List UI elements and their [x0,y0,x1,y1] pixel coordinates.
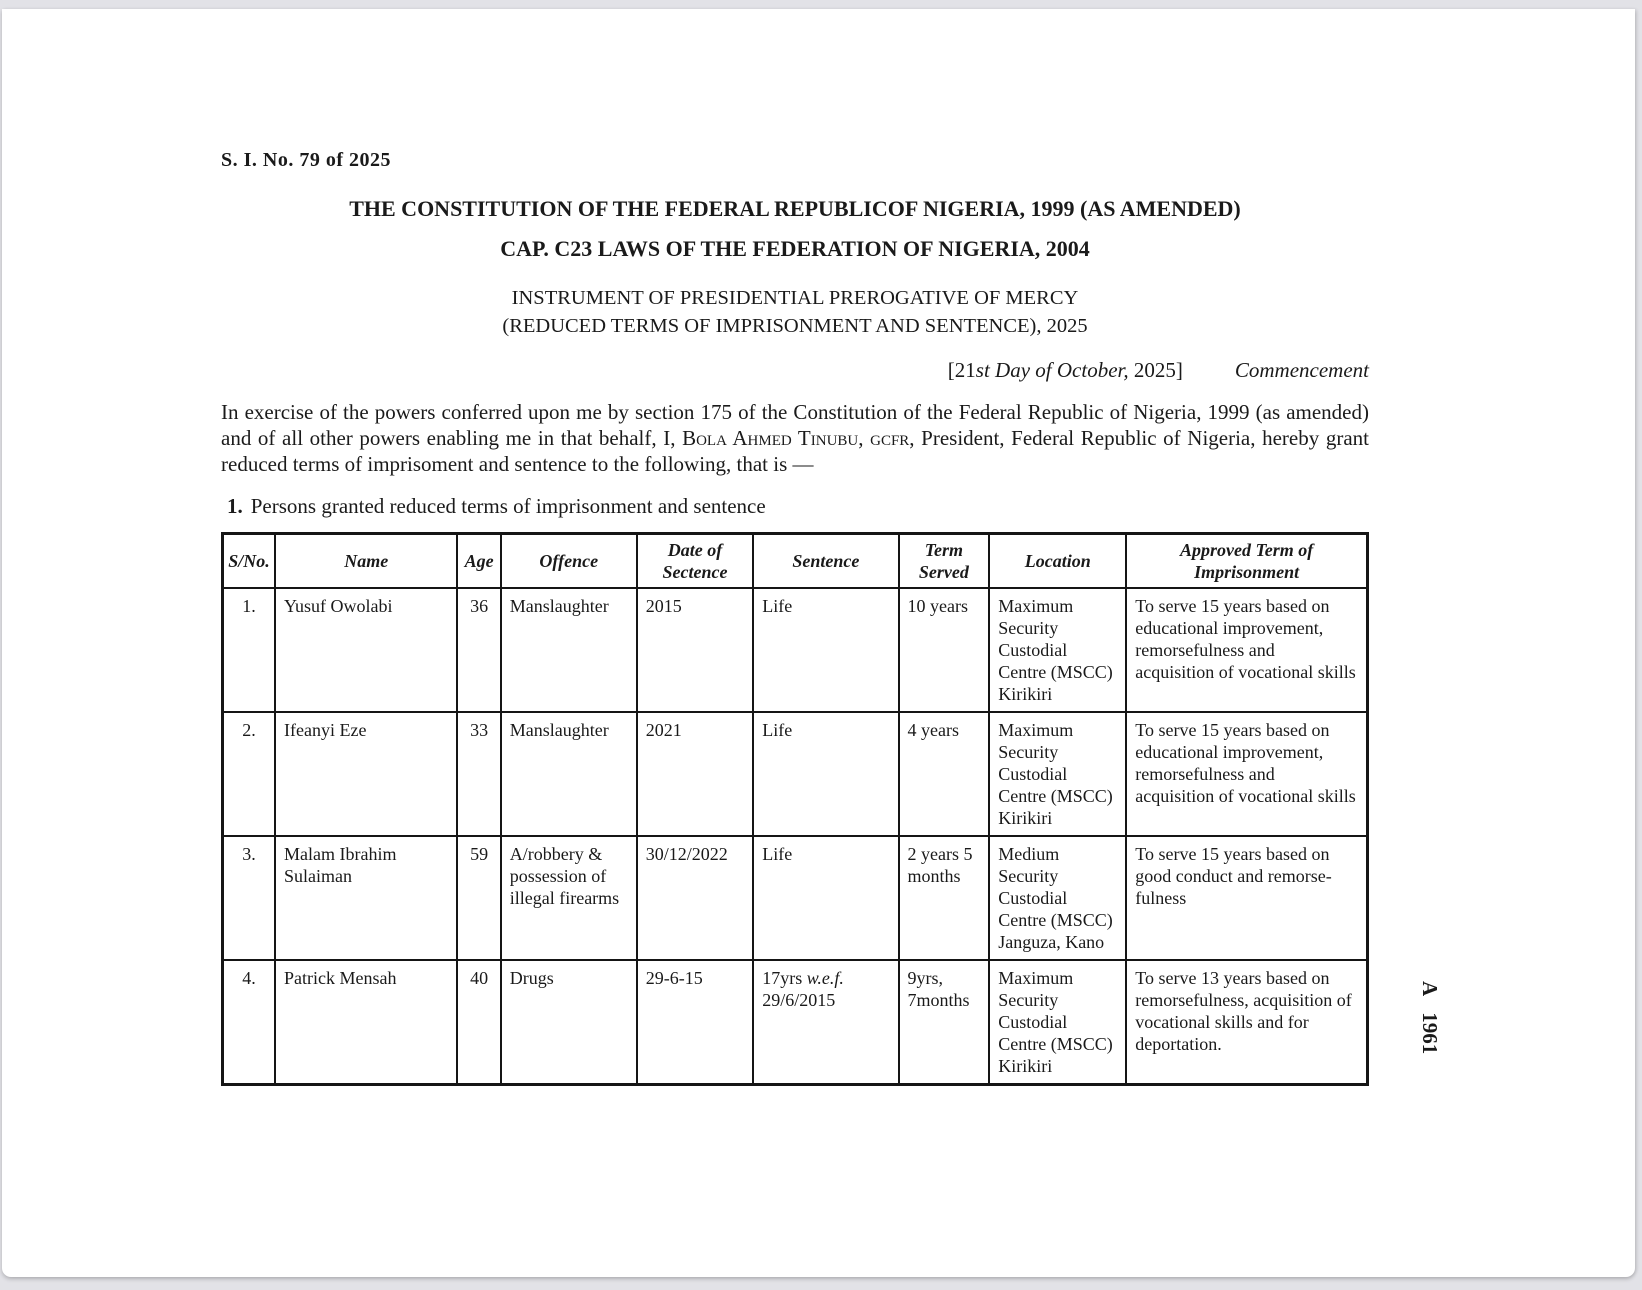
table-header-row [223,534,1368,589]
preamble-text-after: , President, Federal Republic of Nigeria, hereby grant reduced terms of imprisoment and sentence to the following, that is — [221,426,1370,476]
cell-term: 10 years [899,588,990,712]
table-row [223,836,1368,960]
cell-location: Maximum Security Custodial Centre (MSCC) Kirikiri [989,960,1126,1085]
sentence-text: Life [762,596,793,616]
section-1-heading [227,494,1369,519]
section-title: Persons granted reduced terms of imprisonment and sentence [250,494,766,518]
cell-name: Patrick Mensah [275,960,457,1085]
cell-term: 4 years [899,712,990,836]
column-header-date: Date of Sectence [637,534,753,589]
cell-offence: Drugs [501,960,637,1085]
cell-sentence [753,836,898,960]
cell-term: 9yrs, 7months [899,960,990,1085]
sentence-text-after: 29/6/2015 [762,990,836,1010]
cell-approved: To serve 13 years based on remorsefulness, acquisition of vocational skills and for deportation. [1126,960,1367,1085]
column-header-sentence: Sentence [753,534,898,589]
title-line-1: THE CONSTITUTION OF THE FEDERAL REPUBLICOF NIGERIA, 1999 (AS AMENDED) [349,196,1241,221]
cell-sentence [753,588,898,712]
commencement-label: Commencement [1234,358,1369,382]
preamble-paragraph [221,399,1369,477]
column-header-age: Age [457,534,500,589]
cell-offence: A/robbery & possession of illegal firearms [501,836,637,960]
table-row [223,712,1368,836]
commencement-row [221,358,1369,383]
cell-sno: 1. [223,588,276,712]
cell-date: 29-6-15 [637,960,753,1085]
cell-offence: Manslaughter [501,588,637,712]
cell-location: Medium Security Custodial Centre (MSCC) Janguza, Kano [989,836,1126,960]
cell-approved: To serve 15 years based on educational improvement, remorsefulness and acquisition of vocational skills [1126,588,1367,712]
column-header-location: Location [989,534,1126,589]
column-header-term: Term Served [899,534,990,589]
cell-sentence [753,712,898,836]
cell-offence: Manslaughter [501,712,637,836]
table-row [223,588,1368,712]
cell-sno: 4. [223,960,276,1085]
cell-name: Ifeanyi Eze [275,712,457,836]
cell-location: Maximum Security Custodial Centre (MSCC) Kirikiri [989,712,1126,836]
column-header-offence: Offence [501,534,637,589]
cell-age: 33 [457,712,500,836]
sentence-text: Life [762,720,793,740]
column-header-approved: Approved Term of Imprisonment [1126,534,1367,589]
sentence-text: 17yrs [762,968,807,988]
commencement-date-italic: st Day of October, [975,358,1129,382]
cell-age: 36 [457,588,500,712]
president-name: Bola Ahmed Tinubu, gcfr [682,426,910,450]
subtitle-line-1: INSTRUMENT OF PRESIDENTIAL PREROGATIVE OF MERCY [511,287,1079,309]
commencement-date-prefix: [21 [947,358,976,382]
column-header-sno: S/No. [223,534,276,589]
commencement-date [948,358,1183,383]
column-header-name: Name [275,534,457,589]
cell-sno: 2. [223,712,276,836]
cell-sentence [753,960,898,1085]
cell-location: Maximum Security Custodial Centre (MSCC) Kirikiri [989,588,1126,712]
prisoners-table [221,532,1369,1086]
document-page [2,9,1635,1277]
document-content [221,149,1369,1086]
sentence-italic: w.e.f. [806,968,844,988]
si-number: S. I. No. 79 of 2025 [221,149,392,171]
sentence-text: Life [762,844,793,864]
section-number: 1. [227,494,243,518]
cell-approved: To serve 15 years based on good conduct and remorse-fulness [1126,836,1367,960]
page-side-label: A 1961 [1418,981,1442,1055]
preamble-text-before: In exercise of the powers conferred upon me by section 175 of the Constitution of the Federal Republic of Nigeria, 1999 (as amended) and of all other powers enabling me in that behalf, I, [221,400,1369,450]
cell-date: 2021 [637,712,753,836]
cell-date: 2015 [637,588,753,712]
cell-age: 40 [457,960,500,1085]
title-line-2: CAP. C23 LAWS OF THE FEDERATION OF NIGERIA, 2004 [500,236,1090,261]
cell-sno: 3. [223,836,276,960]
cell-age: 59 [457,836,500,960]
cell-approved: To serve 15 years based on educational improvement, remorsefulness and acquisition of vocational skills [1126,712,1367,836]
cell-name: Malam Ibrahim Sulaiman [275,836,457,960]
subtitle-line-2: (REDUCED TERMS OF IMPRISONMENT AND SENTENCE), 2025 [502,315,1088,337]
table-row [223,960,1368,1085]
commencement-date-suffix: 2025] [1128,358,1183,382]
cell-name: Yusuf Owolabi [275,588,457,712]
cell-date: 30/12/2022 [637,836,753,960]
cell-term: 2 years 5 months [899,836,990,960]
